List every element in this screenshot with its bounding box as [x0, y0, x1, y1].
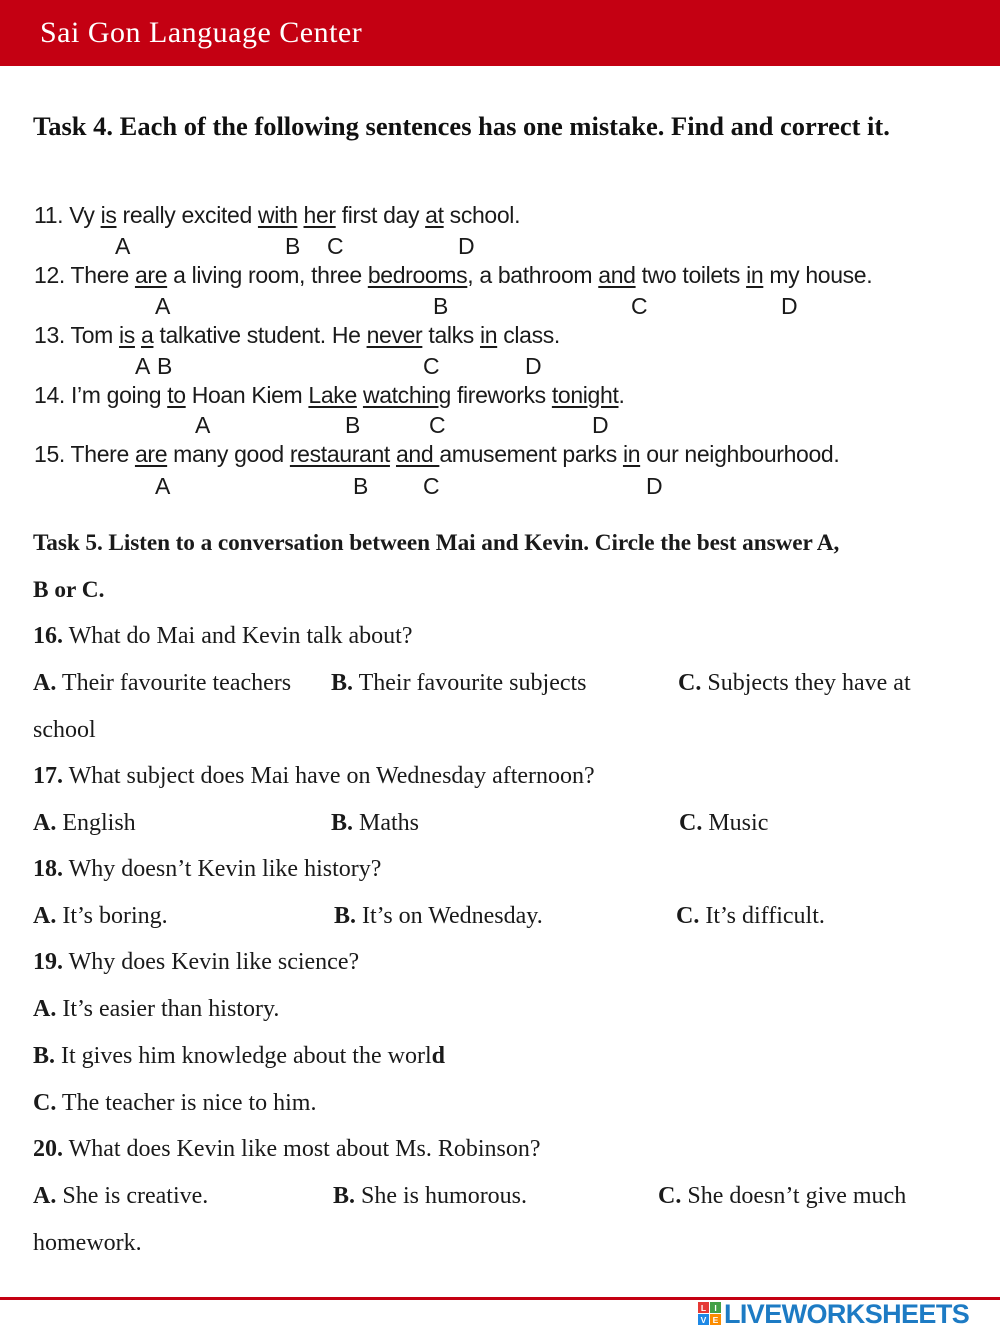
option-c[interactable] [676, 903, 825, 930]
task4-sentence-12 [34, 262, 872, 289]
sentence-number: 13. [34, 322, 65, 348]
underlined-segment[interactable]: bedrooms [367, 262, 468, 288]
sentence-number: 14. [34, 382, 65, 408]
svg-text:V: V [700, 1315, 707, 1325]
question-number: 19. [33, 949, 63, 975]
sentence-text: two toilets [635, 262, 747, 288]
option-a[interactable] [33, 670, 291, 697]
option-letter: D [781, 293, 798, 319]
option-label: C. [33, 1090, 57, 1116]
sentence-text: my house. [763, 262, 873, 288]
task5-title-line2: B or C. [33, 577, 105, 603]
sentence-text: Vy [63, 202, 101, 228]
underlined-segment[interactable]: in [479, 322, 498, 348]
underlined-segment[interactable]: watching [362, 382, 451, 408]
option-letter: A [155, 473, 171, 499]
option-label: A. [33, 996, 57, 1022]
option-text: She is creative. [56, 1183, 209, 1209]
option-text: Their favourite teachers [56, 670, 292, 696]
task4-sentence-11 [34, 202, 520, 229]
option-letter: C [631, 293, 648, 319]
question-16 [33, 623, 412, 650]
sentence-text: . [618, 382, 625, 408]
option-b[interactable] [331, 810, 419, 837]
header-title: Sai Gon Language Center [40, 16, 363, 49]
option-letter: B [157, 353, 173, 379]
option-text: Their favourite subjects [353, 670, 587, 696]
option-letter: C [429, 412, 446, 438]
sentence-text: There [64, 262, 135, 288]
sentence-text: talkative student. He [153, 322, 367, 348]
option-letter: A [155, 293, 171, 319]
question-text: What subject does Mai have on Wednesday afternoon? [63, 763, 595, 789]
option-a[interactable] [33, 996, 279, 1023]
underlined-segment[interactable]: never [366, 322, 423, 348]
underlined-segment[interactable]: with [257, 202, 298, 228]
option-text: The teacher is nice to him. [56, 1090, 317, 1116]
option-text: She doesn’t give much [681, 1183, 907, 1209]
option-a[interactable] [33, 1183, 208, 1210]
underlined-segment[interactable]: to [167, 382, 186, 408]
sentence-text: , a bathroom [467, 262, 599, 288]
sentence-text: many good [167, 441, 290, 467]
question-18 [33, 856, 381, 883]
task4-title: Task 4. Each of the following sentences has one mistake. Find and correct it. [33, 111, 890, 141]
option-letter: C [327, 233, 344, 259]
sentence-text: really excited [116, 202, 258, 228]
option-label: B. [333, 1183, 356, 1209]
option-letter: B [345, 412, 361, 438]
underlined-segment[interactable]: in [746, 262, 764, 288]
option-text: It’s boring. [56, 903, 168, 929]
option-c[interactable] [33, 1090, 316, 1117]
option-letter: C [423, 353, 440, 379]
option-a[interactable] [33, 810, 136, 837]
underlined-segment[interactable]: are [134, 262, 168, 288]
question-text: Why doesn’t Kevin like history? [63, 856, 382, 882]
option-letter: B [433, 293, 449, 319]
option-letter: D [525, 353, 542, 379]
option-b[interactable] [33, 1043, 445, 1070]
sentence-text: Tom [64, 322, 120, 348]
option-a[interactable] [33, 903, 168, 930]
sentence-number: 15. [34, 441, 65, 467]
option-text: It’s difficult. [699, 903, 825, 929]
option-label: B. [331, 810, 354, 836]
underlined-segment[interactable]: is [100, 202, 117, 228]
underlined-segment[interactable]: is [119, 322, 135, 348]
option-label: C. [678, 670, 702, 696]
option-continuation: homework. [33, 1230, 142, 1256]
svg-text:E: E [712, 1315, 719, 1325]
underlined-segment[interactable]: and [395, 441, 440, 467]
question-text: What does Kevin like most about Ms. Robinson? [63, 1136, 541, 1162]
underlined-segment[interactable]: Lake [308, 382, 357, 408]
sentence-number: 12. [34, 262, 65, 288]
sentence-text: first day [335, 202, 426, 228]
sentence-text: Hoan Kiem [185, 382, 309, 408]
option-label: B. [331, 670, 354, 696]
task4-sentence-15 [34, 441, 839, 468]
option-letter: D [592, 412, 609, 438]
option-letter: A [115, 233, 131, 259]
question-17 [33, 763, 595, 790]
option-continuation: school [33, 717, 96, 743]
underlined-segment[interactable]: at [425, 202, 444, 228]
sentence-text: our neighbourhood. [640, 441, 840, 467]
question-number: 20. [33, 1136, 63, 1162]
underlined-segment[interactable]: a [140, 322, 154, 348]
option-text: Subjects they have at [701, 670, 911, 696]
option-letter: A [135, 353, 151, 379]
option-text: English [56, 810, 136, 836]
sentence-text: school. [443, 202, 521, 228]
liveworksheets-logo-icon [698, 1302, 722, 1326]
task4-sentence-14 [34, 382, 625, 409]
option-c[interactable] [658, 1183, 906, 1210]
sentence-text: amusement parks [439, 441, 623, 467]
sentence-number: 11. [34, 202, 64, 228]
underlined-segment[interactable]: are [134, 441, 168, 467]
sentence-text: fireworks [450, 382, 552, 408]
sentence-text: I’m going [64, 382, 168, 408]
option-letter: A [195, 412, 211, 438]
option-text: It gives him knowledge about the worl [55, 1043, 432, 1069]
option-text-tail: d [431, 1043, 445, 1069]
underlined-segment[interactable]: tonight [551, 382, 619, 408]
question-number: 18. [33, 856, 63, 882]
option-label: A. [33, 670, 57, 696]
question-text: Why does Kevin like science? [63, 949, 360, 975]
option-text: It’s easier than history. [56, 996, 280, 1022]
sentence-text: a living room, three [167, 262, 368, 288]
question-number: 17. [33, 763, 63, 789]
option-b[interactable] [334, 903, 543, 930]
header-bar [0, 0, 1000, 66]
question-20 [33, 1136, 541, 1163]
task5-title-line1: Task 5. Listen to a conversation between Mai and Kevin. Circle the best answer A, [33, 530, 840, 556]
question-number: 16. [33, 623, 63, 649]
question-text: What do Mai and Kevin talk about? [63, 623, 413, 649]
option-label: A. [33, 810, 57, 836]
svg-text:I: I [714, 1303, 717, 1313]
question-19 [33, 949, 359, 976]
option-label: C. [676, 903, 700, 929]
option-label: C. [679, 810, 703, 836]
option-letter: D [646, 473, 663, 499]
underlined-segment[interactable]: and [598, 262, 636, 288]
task4-sentence-13 [34, 322, 560, 349]
underlined-segment[interactable]: her [303, 202, 336, 228]
option-letter: B [353, 473, 369, 499]
option-label: C. [658, 1183, 682, 1209]
option-letter: C [423, 473, 440, 499]
underlined-segment[interactable]: in [622, 441, 641, 467]
liveworksheets-logo-text: LIVEWORKSHEETS [724, 1299, 970, 1329]
option-label: B. [334, 903, 357, 929]
option-c[interactable] [678, 670, 911, 697]
option-text: She is humorous. [355, 1183, 528, 1209]
option-c[interactable] [679, 810, 768, 837]
option-letter: B [285, 233, 301, 259]
sentence-text: There [64, 441, 135, 467]
option-b[interactable] [333, 1183, 527, 1210]
svg-text:L: L [700, 1303, 707, 1313]
sentence-text: talks [422, 322, 480, 348]
option-label: A. [33, 1183, 57, 1209]
option-text: Music [702, 810, 769, 836]
option-text: It’s on Wednesday. [356, 903, 543, 929]
option-letter: D [458, 233, 475, 259]
underlined-segment[interactable]: restaurant [289, 441, 390, 467]
sentence-text: class. [497, 322, 560, 348]
option-label: B. [33, 1043, 56, 1069]
option-text: Maths [353, 810, 420, 836]
option-b[interactable] [331, 670, 587, 697]
option-label: A. [33, 903, 57, 929]
